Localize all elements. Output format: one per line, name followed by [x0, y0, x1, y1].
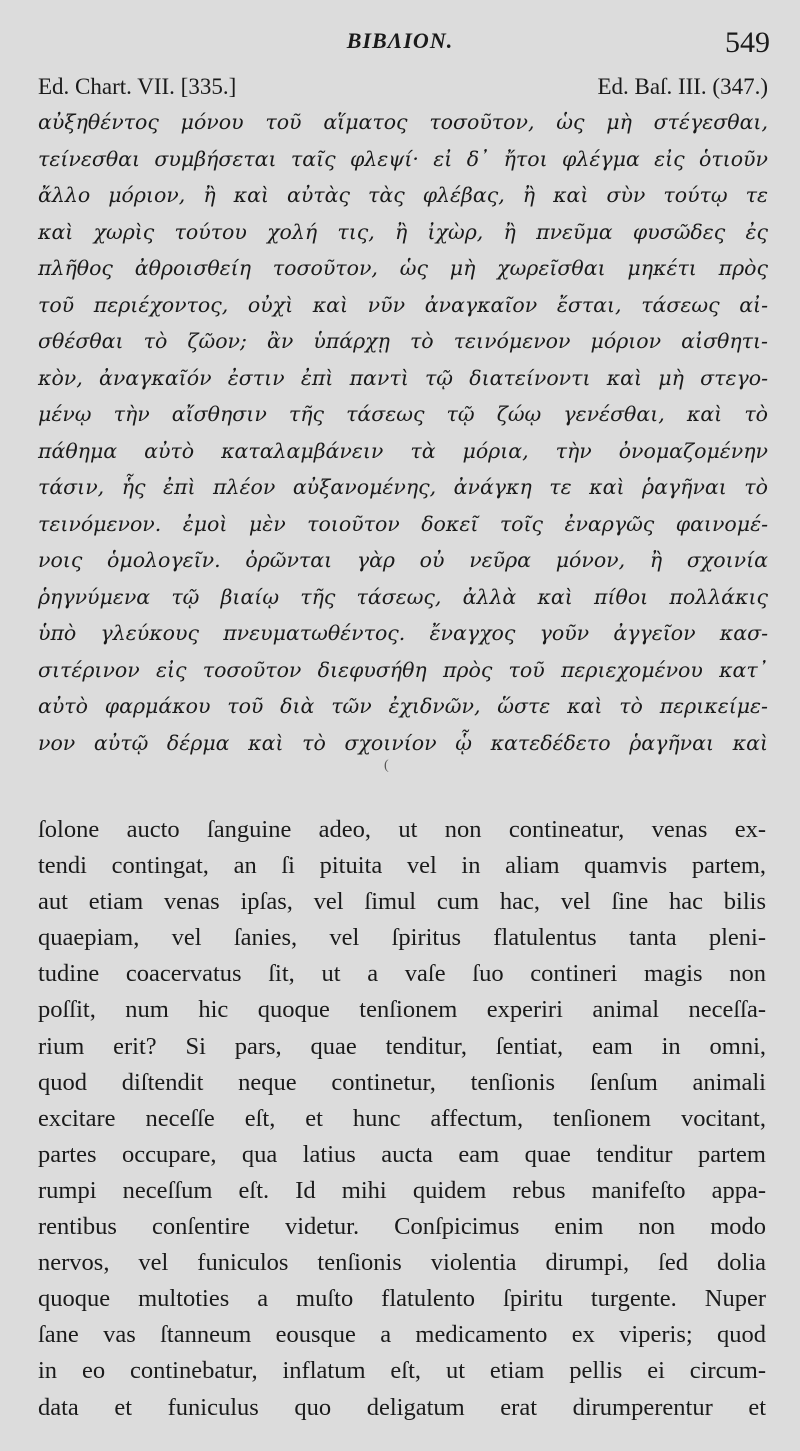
- greek-text-line: νοις ὁμολογεῖν. ὁρῶνται γὰρ οὐ νεῦρα μόνον, ἢ σχοινία: [38, 548, 768, 572]
- greek-text-line: αὐξηθέντος μόνου τοῦ αἵματος τοσοῦτον, ὡς μὴ στέγεσθαι,: [38, 110, 768, 134]
- greek-text-line: τάσιν, ἧς ἐπὶ πλέον αὐξανομένης, ἀνάγκη τε καὶ ῥαγῆναι τὸ: [38, 475, 768, 499]
- greek-text-line: ὑπὸ γλεύκους πνευματωθέντος. ἔναγχος γοῦν ἀγγεῖον κασ-: [38, 621, 768, 645]
- latin-text-line: ſolone aucto ſanguine adeo, ut non contineatur, venas ex-: [38, 816, 766, 843]
- greek-text-line: ἄλλο μόριον, ἢ καὶ αὐτὰς τὰς φλέβας, ἢ καὶ σὺν τούτῳ τε: [38, 183, 768, 207]
- greek-text-line: μένῳ τὴν αἴσθησιν τῆς τάσεως τῷ ζώῳ γενέσθαι, καὶ τὸ: [38, 402, 768, 426]
- latin-text-line: rium erit? Si pars, quae tenditur, ſentiat, eam in omni,: [38, 1032, 766, 1060]
- greek-text-line: τείνεσθαι συμβήσεται ταῖς φλεψί· εἰ δ᾽ ἤτοι φλέγμα εἰς ὁτιοῦν: [38, 146, 768, 171]
- latin-text-line: rentibus conſentire videtur. Conſpicimus enim non modo: [38, 1213, 766, 1241]
- latin-text-line: poſſit, num hic quoque tenſionem experiri animal neceſſa-: [38, 996, 766, 1024]
- greek-text-line: τοῦ περιέχοντος, οὐχὶ καὶ νῦν ἀναγκαῖον ἔσται, τάσεως αἰ-: [38, 292, 768, 317]
- latin-text-line: excitare neceſſe eſt, et hunc affectum, tenſionem vocitant,: [38, 1104, 766, 1132]
- greek-text-block: [38, 104, 768, 761]
- latin-text-line: tudine coacervatus ſit, ut a vaſe ſuo contineri magis non: [38, 960, 766, 988]
- greek-text-line: τεινόμενον. ἐμοὶ μὲν τοιοῦτον δοκεῖ τοῖς ἐναργῶς φαινομέ-: [38, 511, 768, 536]
- latin-text-line: aut etiam venas ipſas, vel ſimul cum hac, vel ſine hac bilis: [38, 888, 766, 916]
- latin-text-block: [38, 812, 766, 1426]
- greek-text-line: νον αὐτῷ δέρμα καὶ τὸ σχοινίον ᾧ κατεδέδετο ῥαγῆναι καὶ: [38, 730, 768, 755]
- latin-text-line: quaepiam, vel ſanies, vel ſpiritus flatulentus tanta pleni-: [38, 924, 766, 952]
- latin-text-line: data et funiculus quo deligatum erat dirumperentur et: [38, 1393, 766, 1421]
- latin-text-line: partes occupare, qua latius aucta eam quae tenditur partem: [38, 1140, 766, 1168]
- edition-reference-right: Ed. Baſ. III. (347.): [597, 74, 768, 99]
- latin-text-line: nervos, vel funiculos tenſionis violentia dirumpi, ſed dolia: [38, 1249, 766, 1277]
- greek-text-line: αὐτὸ φαρμάκου τοῦ διὰ τῶν ἐχιδνῶν, ὥστε καὶ τὸ περικείμε-: [38, 694, 768, 718]
- greek-text-line: καὶ χωρὶς τούτου χολή τις, ἢ ἰχὼρ, ἢ πνεῦμα φυσῶδες ἐς: [38, 219, 768, 244]
- latin-text-line: quoque multoties a muſto flatulento ſpiritu turgente. Nuper: [38, 1285, 766, 1313]
- edition-reference-row: [38, 74, 768, 100]
- greek-text-line: σιτέρινον εἰς τοσοῦτον διεφυσήθη πρὸς τοῦ περιεχομένου κατ᾽: [38, 657, 768, 682]
- stray-print-mark: (: [384, 758, 389, 773]
- page-number: 549: [725, 26, 770, 59]
- latin-text-line: quod diſtendit neque continetur, tenſionis ſenſum animali: [38, 1068, 766, 1096]
- greek-text-line: ῥηγνύμενα τῷ βιαίῳ τῆς τάσεως, ἀλλὰ καὶ πίθοι πολλάκις: [38, 584, 768, 609]
- latin-text-line: tendi contingat, an ſi pituita vel in aliam quamvis partem,: [38, 852, 766, 880]
- latin-text-line: in eo continebatur, inflatum eſt, ut etiam pellis ei circum-: [38, 1357, 766, 1385]
- greek-text-line: σθέσθαι τὸ ζῶον; ἂν ὑπάρχῃ τὸ τεινόμενον μόριον αἰσθητι-: [38, 329, 768, 353]
- greek-text-line: κὸν, ἀναγκαῖόν ἐστιν ἐπὶ παντὶ τῷ διατείνοντι καὶ μὴ στεγο-: [38, 365, 768, 390]
- greek-text-line: πλῆθος ἀθροισθείη τοσοῦτον, ὡς μὴ χωρεῖσθαι μηκέτι πρὸς: [38, 256, 768, 280]
- latin-text-line: ſane vas ſtanneum eousque a medicamento ex viperis; quod: [38, 1321, 766, 1349]
- running-title: ΒΙΒΛΙΟΝ.: [346, 28, 454, 53]
- latin-text-line: rumpi neceſſum eſt. Id mihi quidem rebus manifeſto appa-: [38, 1176, 766, 1204]
- edition-reference-left: Ed. Chart. VII. [335.]: [38, 74, 237, 99]
- greek-text-line: πάθημα αὐτὸ καταλαμβάνειν τὰ μόρια, τὴν ὀνομαζομένην: [38, 438, 768, 463]
